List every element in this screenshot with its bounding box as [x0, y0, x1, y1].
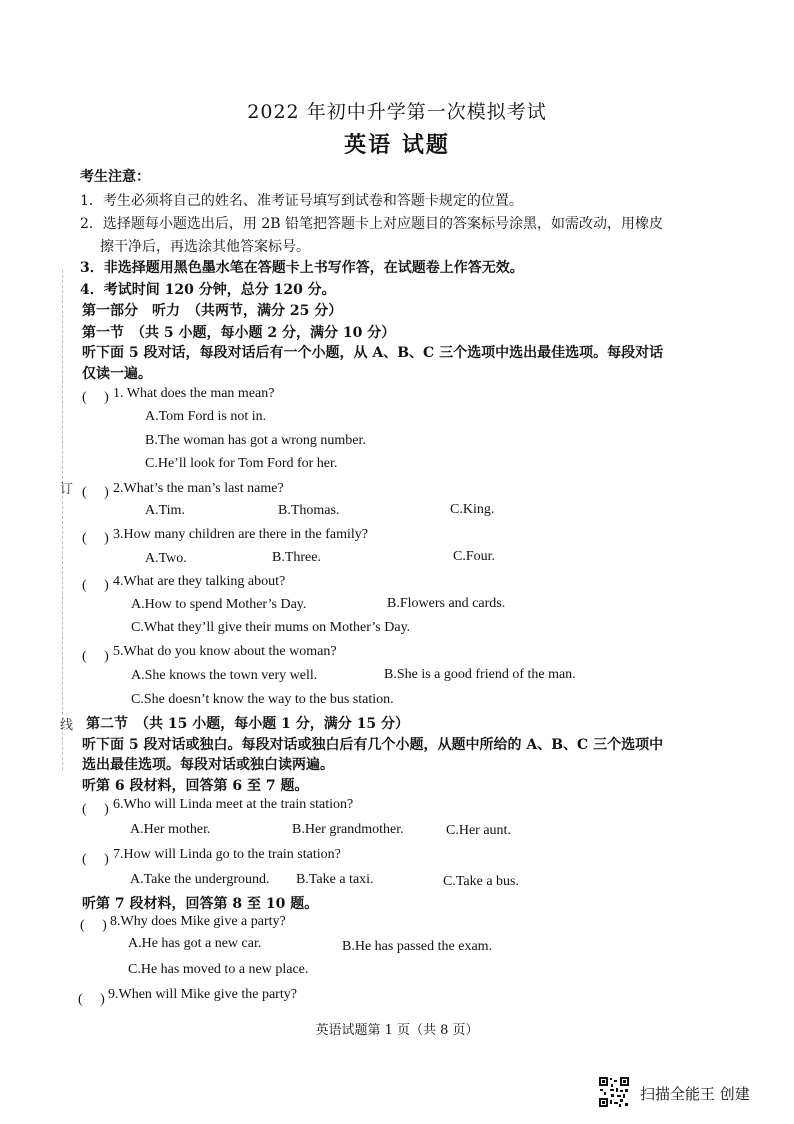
question-7-stem: 7.How will Linda go to the train station?: [113, 847, 341, 862]
q6-option-c: C.Her aunt.: [446, 823, 511, 838]
q6-option-a: A.Her mother.: [130, 822, 211, 837]
q1-option-b: B.The woman has got a wrong number.: [145, 433, 366, 448]
answer-blank[interactable]: ( ): [82, 649, 109, 664]
notice-heading: 考生注意：: [80, 169, 150, 185]
question-5-stem: 5.What do you know about the woman?: [113, 644, 337, 659]
notice-item-4: 4．考试时间 120 分钟，总分 120 分。: [80, 282, 336, 298]
q5-option-a: A.She knows the town very well.: [131, 668, 318, 683]
q2-option-b: B.Thomas.: [278, 503, 340, 518]
page-footer: 英语试题第 1 页（共 8 页）: [315, 1023, 479, 1038]
section2-directions-2: 选出最佳选项。每段对话或独白读两遍。: [82, 757, 334, 773]
watermark-text: 扫描全能王 创建: [640, 1085, 750, 1103]
question-2-stem: 2.What’s the man’s last name?: [113, 481, 284, 496]
margin-mark-xian: 线: [60, 718, 74, 733]
answer-blank[interactable]: ( ): [82, 578, 109, 593]
question-1-stem: 1. What does the man mean?: [113, 386, 275, 401]
q5-option-b: B.She is a good friend of the man.: [384, 667, 576, 682]
q6-option-b: B.Her grandmother.: [292, 822, 404, 837]
q5-option-c: C.She doesn’t know the way to the bus station.: [131, 692, 394, 707]
q3-option-a: A.Two.: [145, 551, 187, 566]
material-7-instruction: 听第 7 段材料，回答第 8 至 10 题。: [82, 896, 319, 912]
question-9-stem: 9.When will Mike give the party?: [108, 987, 297, 1002]
section1-title: 第一节 （共 5 小题，每小题 2 分，满分 10 分）: [82, 325, 396, 341]
question-3-stem: 3.How many children are there in the family?: [113, 527, 369, 542]
exam-title: 2022 年初中升学第一次模拟考试: [247, 101, 547, 123]
section2-title: 第二节 （共 15 小题，每小题 1 分，满分 15 分）: [86, 716, 409, 732]
q4-option-a: A.How to spend Mother’s Day.: [131, 597, 307, 612]
q1-option-a: A.Tom Ford is not in.: [145, 409, 267, 424]
section2-directions-1: 听下面 5 段对话或独白。每段对话或独白后有几个小题，从题中所给的 A、B、C 三个选项中: [82, 737, 664, 753]
answer-blank[interactable]: ( ): [78, 992, 105, 1007]
notice-item-2: 2．选择题每小题选出后，用 2B 铅笔把答题卡上对应题目的答案标号涂黑，如需改动，用橡皮: [80, 216, 664, 232]
question-8-stem: 8.Why does Mike give a party?: [110, 914, 286, 929]
q8-option-c: C.He has moved to a new place.: [128, 962, 309, 977]
q8-option-b: B.He has passed the exam.: [342, 939, 493, 954]
answer-blank[interactable]: ( ): [82, 852, 109, 867]
q8-option-a: A.He has got a new car.: [128, 936, 262, 951]
q3-option-c: C.Four.: [453, 549, 496, 564]
q2-option-c: C.King.: [450, 502, 495, 517]
question-4-stem: 4.What are they talking about?: [113, 574, 286, 589]
q3-option-b: B.Three.: [272, 550, 321, 565]
answer-blank[interactable]: ( ): [82, 802, 109, 817]
section1-directions-2: 仅读一遍。: [82, 366, 152, 382]
binding-line: [62, 270, 64, 770]
q4-option-c: C.What they’ll give their mums on Mother’s Day.: [131, 620, 411, 635]
part1-title: 第一部分 听力 （共两节，满分 25 分）: [82, 303, 343, 319]
question-6-stem: 6.Who will Linda meet at the train station?: [113, 797, 354, 812]
answer-blank[interactable]: ( ): [82, 531, 109, 546]
q4-option-b: B.Flowers and cards.: [387, 596, 506, 611]
notice-item-3: 3．非选择题用黑色墨水笔在答题卡上书写作答，在试题卷上作答无效。: [80, 260, 524, 276]
answer-blank[interactable]: ( ): [80, 918, 107, 933]
material-6-instruction: 听第 6 段材料，回答第 6 至 7 题。: [82, 778, 309, 794]
answer-blank[interactable]: ( ): [82, 390, 109, 405]
notice-item-1: 1．考生必须将自己的姓名、准考证号填写到试卷和答题卡规定的位置。: [80, 193, 523, 209]
margin-mark-ding: 订: [60, 482, 74, 497]
exam-subtitle: 英语 试题: [344, 132, 450, 158]
q7-option-c: C.Take a bus.: [443, 874, 520, 889]
q7-option-a: A.Take the underground.: [130, 872, 270, 887]
q2-option-a: A.Tim.: [145, 503, 185, 518]
q7-option-b: B.Take a taxi.: [296, 872, 374, 887]
section1-directions-1: 听下面 5 段对话，每段对话后有一个小题，从 A、B、C 三个选项中选出最佳选项。每段对话: [82, 345, 664, 361]
qr-code-icon: [598, 1076, 630, 1108]
notice-item-2-cont: 擦干净后，再选涂其他答案标号。: [100, 239, 310, 255]
q1-option-c: C.He’ll look for Tom Ford for her.: [145, 456, 338, 471]
answer-blank[interactable]: ( ): [82, 485, 109, 500]
